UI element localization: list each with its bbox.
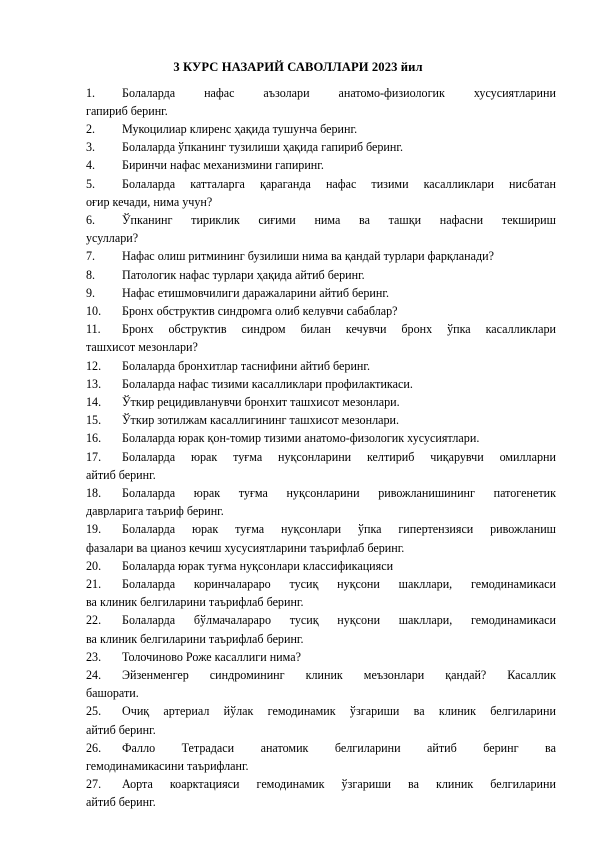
question-number: 12. [86,358,102,373]
question-line [86,466,556,484]
question-item [86,429,556,447]
question-word: йўлак [223,704,254,719]
question-text: гапириб беринг. [86,103,168,118]
question-word: 24. Эйзенменгер [86,666,189,684]
question-word: хусусиятларини [473,85,556,100]
question-line [86,156,556,174]
question-word: ташқи [388,212,422,227]
question-word: нисбатан [509,176,556,191]
question-number: 3. [86,140,96,155]
question-text: Нафас олиш ритмининг бузилиши нима ва қандай турлари фарқланади? [122,249,495,264]
question-item [86,702,556,738]
page-title: 3 КУРС НАЗАРИЙ САВОЛЛАРИ 2023 йил [173,60,423,74]
question-line [86,229,556,247]
question-line [86,120,556,138]
question-word: нуқсонлари [280,522,342,537]
question-line [86,193,556,211]
question-word: синдром [241,322,286,337]
question-number: 26. [86,740,102,755]
question-word: тусиқ [289,613,319,628]
question-line [86,666,556,684]
question-word: 17. Болаларда [86,448,175,466]
question-word: чиқарувчи [430,449,484,464]
question-item [86,357,556,375]
question-number: 20. [86,558,102,573]
question-item [86,411,556,429]
question-text: фазалари ва цианоз кечиш хусусиятларини таърифлаб беринг. [86,540,405,555]
question-text: ташхисот мезонлари? [86,340,198,355]
question-item [86,175,556,211]
question-word: 21. Болаларда [86,575,175,593]
question-text: айтиб беринг. [86,467,156,482]
question-text: усуллари? [86,231,139,246]
question-word: синдромининг [209,668,285,682]
question-word: ва [408,777,419,792]
question-word: белгиларини [334,740,401,755]
question-word: аъзолари [263,85,310,100]
question-item [86,211,556,247]
question-line [86,575,556,593]
question-item [86,138,556,156]
question-line [86,539,556,557]
question-word: текшириш [501,212,556,227]
question-item [86,557,556,575]
question-word: 6. Ўпканинг [86,211,172,229]
question-text: ва клиник белгиларини таърифлаб беринг. [86,631,304,646]
question-line [86,593,556,611]
question-line [86,247,556,265]
question-item [86,666,556,702]
question-number: 19. [86,522,102,537]
question-text: Мукоцилиар клиренс ҳақида тушунча беринг. [122,121,358,136]
question-text: Болаларда ўпканинг тузилиши ҳақида гапириб беринг. [122,140,403,155]
question-word: обструктив [168,322,227,337]
question-item [86,375,556,393]
question-word: белгиларини [490,704,556,719]
question-word: айтиб [427,740,457,755]
question-word: гипертензияси [398,522,474,537]
question-word: касалликлари [485,322,556,337]
question-line [86,302,556,320]
question-word: 25. Очиқ [86,702,149,720]
question-line [86,102,556,120]
question-word: нуқсони [337,576,380,591]
question-text: башорати. [86,686,139,701]
question-text: гемодинамикасини таърифланг. [86,759,249,774]
question-number: 1. [86,85,96,100]
question-word: клиник [436,777,474,792]
question-word: ривожланишининг [378,485,475,500]
question-number: 16. [86,431,102,446]
question-line [86,338,556,356]
question-line [86,502,556,520]
question-text: Биринчи нафас механизмини гапиринг. [122,158,324,173]
question-word: клиник [438,704,477,719]
question-word: артериал [163,704,210,719]
question-word: нафас [204,85,235,100]
question-line [86,557,556,575]
question-text: Нафас етишмовчилиги даражаларини айтиб беринг. [122,285,390,300]
question-line [86,411,556,429]
question-item [86,775,556,811]
question-word: Тетрадаси [181,740,235,755]
question-word: 19. Болаларда [86,520,175,538]
question-line [86,138,556,156]
question-word: 5. Болаларда [86,175,175,193]
question-item [86,320,556,356]
question-word: беринг [483,740,519,755]
question-word: туғма [238,485,268,500]
question-item [86,520,556,556]
question-number: 17. [86,449,102,464]
question-line [86,793,556,811]
question-line [86,484,556,502]
question-line [86,630,556,648]
question-line [86,775,556,793]
question-number: 8. [86,267,96,282]
question-line [86,721,556,739]
question-word: нуқсони [337,613,381,628]
question-line [86,393,556,411]
question-item [86,266,556,284]
question-text: Толочиново Роже касаллиги нима? [122,649,301,664]
question-item [86,648,556,666]
question-text: Ўткир зотилжам касаллигининг ташхисот мезонлари. [122,413,400,428]
question-word: қандай? [445,668,487,682]
question-number: 7. [86,249,96,264]
question-word: гемодинамикаси [470,576,556,591]
question-text: ва клиник белгиларини таърифлаб беринг. [86,595,304,610]
question-word: 27. Аорта [86,775,153,793]
question-number: 18. [86,485,102,500]
question-word: туғма [235,522,265,537]
question-word: катталарга [190,176,245,191]
question-number: 22. [86,613,102,628]
question-word: анатомо-физиологик [338,85,445,100]
question-word: бўлмачалараро [193,613,272,628]
question-text: Болаларда бронхитлар таснифини айтиб беринг. [122,358,371,373]
question-word: клиник [305,668,343,682]
question-item [86,84,556,120]
question-line [86,211,556,229]
question-word: коринчалараро [193,576,271,591]
question-number: 2. [86,121,96,136]
question-item [86,302,556,320]
question-word: 11. Бронх [86,320,154,338]
question-word: келтириб [366,449,415,464]
question-word: 18. Болаларда [86,484,175,502]
question-word: касалликлари [423,176,494,191]
question-word: коарктацияси [169,777,240,792]
question-line [86,520,556,538]
question-word: ва [413,704,425,719]
question-word: шакллари, [398,576,453,591]
question-word: нуқсонларини [278,449,352,464]
question-item [86,575,556,611]
question-line [86,375,556,393]
question-word: сиғими [258,212,296,227]
question-number: 10. [86,303,102,318]
question-item [86,156,556,174]
question-line [86,175,556,193]
question-word: гемодинамик [256,777,325,792]
question-word: гемодинамик [267,704,336,719]
question-item [86,739,556,775]
question-word: нима [314,212,341,227]
question-word: нуқсонларини [286,485,360,500]
question-number: 27. [86,777,102,792]
question-number: 24. [86,668,102,682]
question-word: тусиқ [289,576,319,591]
question-word: юрак [191,522,219,537]
question-number: 15. [86,413,102,428]
question-number: 9. [86,285,96,300]
question-number: 11. [86,322,101,337]
question-text: оғир кечади, нима учун? [86,194,213,209]
question-word: ривожланиш [490,522,556,537]
question-word: юрак [190,449,218,464]
question-word: шакллари, [398,613,453,628]
question-word: ўзгариши [349,704,400,719]
question-word: омилларни [499,449,556,464]
question-number: 14. [86,394,102,409]
question-item [86,247,556,265]
question-line [86,648,556,666]
question-line [86,284,556,302]
question-number: 4. [86,158,96,173]
question-line [86,84,556,102]
question-word: анатомик [260,740,309,755]
question-word: бронх [401,322,433,337]
question-item [86,393,556,411]
question-line [86,702,556,720]
question-line [86,739,556,757]
question-word: ўпка [447,322,471,337]
question-word: меъзонлари [363,668,425,682]
question-word: нафас [325,176,357,191]
question-word: 1. Болаларда [86,84,175,102]
question-line [86,357,556,375]
question-text: даврларига таъриф беринг. [86,504,224,519]
question-item [86,484,556,520]
question-word: билан [300,322,331,337]
question-number: 23. [86,649,102,664]
question-word: кечувчи [345,322,387,337]
question-item [86,448,556,484]
question-word: ўзгариши [341,777,392,792]
question-line [86,429,556,447]
question-line [86,320,556,338]
question-word: патогенетик [493,485,556,500]
question-text: Болаларда юрак қон-томир тизими анатомо-физологик хусусиятлари. [122,431,480,446]
question-word: ўпка [357,522,382,537]
question-word: белгиларини [490,777,556,792]
question-list [86,84,556,812]
question-word: Касаллик [507,668,556,682]
question-number: 25. [86,704,102,719]
question-word: ва [545,740,556,755]
question-word: 22. Болаларда [86,611,175,629]
question-number: 21. [86,576,102,591]
question-text: айтиб беринг. [86,722,156,737]
question-item [86,611,556,647]
question-line [86,757,556,775]
question-line [86,266,556,284]
question-word: юрак [193,485,221,500]
question-number: 13. [86,376,102,391]
question-line [86,448,556,466]
question-text: Патологик нафас турлари ҳақида айтиб беринг. [122,267,365,282]
question-word: ва [359,212,370,227]
question-word: қараганда [259,176,311,191]
question-text: айтиб беринг. [86,795,156,810]
question-word: гемодинамикаси [470,613,556,628]
question-text: Болаларда нафас тизими касалликлари профилактикаси. [122,376,413,391]
question-word: тизими [371,176,409,191]
question-word: 26. Фалло [86,739,155,757]
question-line [86,611,556,629]
question-line [86,684,556,702]
question-text: Ўткир рецидивланувчи бронхит ташхисот мезонлари. [122,394,400,409]
question-number: 5. [86,176,96,191]
question-number: 6. [86,212,96,227]
question-word: нафасни [439,212,484,227]
question-text: Бронх обструктив синдромга олиб келувчи сабаблар? [122,303,398,318]
question-word: тириклик [191,212,240,227]
question-item [86,284,556,302]
question-item [86,120,556,138]
question-word: туғма [233,449,263,464]
question-text: Болаларда юрак туғма нуқсонлари классификацияси [122,558,394,573]
